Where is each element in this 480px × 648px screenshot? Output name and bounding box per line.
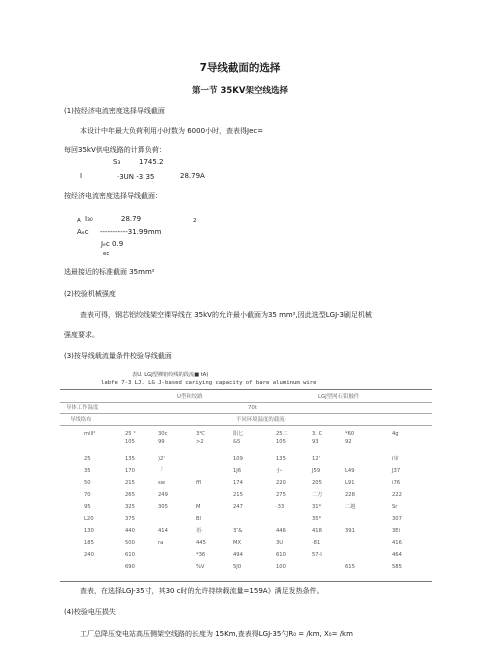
table-cell: 391 <box>345 528 355 534</box>
table-cell: 418 <box>312 528 322 534</box>
page-title: 7导线截面的选择 <box>199 62 281 74</box>
paragraph-3: 按经济电流密度选择导线截面： <box>64 192 162 200</box>
table-cell: 275 <box>276 492 286 498</box>
table-cell: 12' <box>312 456 321 462</box>
table-cell: 375 <box>125 516 135 522</box>
formula2-a-ec: Aₑc <box>77 228 89 236</box>
formula2-ec: ec <box>103 251 110 257</box>
table-cell: J59 <box>312 468 321 474</box>
table-cell: ·33 <box>276 504 285 510</box>
formula2-i-label: I₃₀ <box>85 215 93 223</box>
table-cell: 615 <box>345 564 355 570</box>
table-header-cell: 4g <box>392 431 399 437</box>
table-cell: 3″& <box>233 528 243 534</box>
table-cell: 31* <box>312 504 322 510</box>
formula2-a-sub: A <box>77 218 81 224</box>
table-rule-3 <box>60 425 432 426</box>
table-header-cell: 105 <box>125 439 135 445</box>
table-cell: 220 <box>276 480 286 486</box>
table-cell: 二方 <box>312 492 323 498</box>
table-cell: 1J6 <box>233 468 242 474</box>
paragraph-7: 查表，在选择LGJ-35寸，其30 c时的允许持续载流量=159A》满足发热条件。 <box>80 587 324 595</box>
table-cell: L49 <box>345 468 355 474</box>
table-cell: 95 <box>84 504 91 510</box>
table-cell: 500 <box>125 540 135 546</box>
table-header-cell: >2 <box>196 439 204 445</box>
table-cell: MX <box>233 540 242 546</box>
table-cell: 610 <box>276 552 286 558</box>
table-cell: *36 <box>196 552 206 558</box>
table-cell: 25 <box>84 456 91 462</box>
table-cell: 5J0 <box>233 564 242 570</box>
table-row-label-1: 导体工作温度 <box>66 405 99 411</box>
table-cell: )2' <box>158 456 165 462</box>
table-cell: 109 <box>233 456 243 462</box>
table-cell: 215 <box>233 492 243 498</box>
table-cell: 494 <box>233 552 243 558</box>
item-heading-3: (3)按导线载流量条件校验导线截面 <box>64 352 172 360</box>
table-rule-top <box>60 389 432 390</box>
table-group-left: U型和绞路 <box>177 394 203 400</box>
table-cell: 305 <box>158 504 168 510</box>
table-cell: 446 <box>276 528 286 534</box>
table-rule-2 <box>60 413 432 414</box>
table-cell: 445 <box>196 540 206 546</box>
table-cell: Bl <box>196 516 202 522</box>
table-cell: 215 <box>125 480 135 486</box>
section-heading: 第一节 35KV架空线选择 <box>192 86 288 96</box>
table-cell: i76 <box>392 480 401 486</box>
table-cell: 265 <box>125 492 135 498</box>
paragraph-8: 工厂总降压变电站高压侧架空线路的长度为 15Km,查表得LGJ-35勺R₀ = /km, X₀= /km <box>80 630 353 638</box>
table-cell: 语· <box>196 528 203 534</box>
table-header-cell: *60 <box>345 431 355 437</box>
table-header-cell: 30c <box>158 431 168 437</box>
table-cell: 70 <box>84 492 91 498</box>
table-cell: 「 <box>158 468 164 474</box>
item-heading-1: (1)按经济电流密度选择导线截面 <box>64 107 165 115</box>
table-group-right: LGJ型网石钼触件 <box>318 394 360 400</box>
table-cell: %V <box>196 564 205 570</box>
formula1-denominator: ·3UN -3 35 <box>117 173 155 181</box>
table-cell: 585 <box>392 564 402 570</box>
table-cell: 135 <box>276 456 286 462</box>
table-cell: i审 <box>392 456 399 462</box>
table-cell: 414 <box>158 528 168 534</box>
table-cell: 249 <box>158 492 168 498</box>
paragraph-5: 查表可得，钢芯铝绞线架空裸导线在 35kV的允许最小截面为35 mm²,因此选型LGJ-3刷足机械 <box>80 311 372 319</box>
paragraph-6: 强度要求。 <box>64 331 99 339</box>
table-header-cell: 25 ° <box>125 431 136 437</box>
table-cell: 170 <box>125 468 135 474</box>
table-cell: 174 <box>233 480 243 486</box>
table-cell: 307 <box>392 516 402 522</box>
table-cell: 325 <box>125 504 135 510</box>
table-row-label-2: 导线络布 <box>70 417 92 423</box>
table-cell: 222 <box>392 492 402 498</box>
table-cell: 小· <box>276 468 283 474</box>
table-temp: 70t <box>248 405 257 411</box>
table-cell: 228 <box>345 492 355 498</box>
paragraph-2: 每回35kV供电线路的计算负荷： <box>64 146 166 154</box>
table-cell: 185 <box>84 540 94 546</box>
table-cell: 440 <box>125 528 135 534</box>
table-cell: 464 <box>392 552 402 558</box>
table-cell: 135 <box>125 456 135 462</box>
table-cell: 100 <box>276 564 286 570</box>
table-cell: 247 <box>233 504 243 510</box>
table-cell: M <box>196 504 201 510</box>
table-env: 不同环境温度的载流· <box>236 417 287 423</box>
table-cell: J37 <box>392 468 401 474</box>
table-cell: 35 <box>84 468 91 474</box>
table-cell: 240 <box>84 552 94 558</box>
table-rule-1 <box>60 402 432 403</box>
formula2-dashes: -----------31.99mm <box>100 228 162 236</box>
formula2-numerator: 28.79 <box>121 215 142 223</box>
table-cell: 416 <box>392 540 402 546</box>
item-heading-4: (4)校验电压损失 <box>64 608 116 616</box>
formula1-s-label: S₃ <box>113 158 121 166</box>
table-header-cell: 25二 <box>276 431 288 437</box>
paragraph-1: 本设计中年最大负荷利用小时数为 6000小时，查表得Jec= <box>80 127 264 135</box>
table-cell: 3Ei <box>392 528 401 534</box>
table-cell: 50 <box>84 480 91 486</box>
table-cell: 二越 <box>345 504 356 510</box>
table-header-cell: &5 <box>233 439 241 445</box>
table-caption-cn: 表U. LGJ型裸铝绞线的段流■ tA) <box>132 372 209 378</box>
table-cell: sw <box>158 480 165 486</box>
table-caption-en: labfe 7-3 LJ. LG J-based cariying capacity of bare aluminum wire <box>101 380 317 386</box>
table-cell: ffl <box>196 480 202 486</box>
formula2-two: 2 <box>193 218 197 224</box>
table-cell: ·81 <box>312 540 321 546</box>
table-cell: 57·I <box>312 552 322 558</box>
table-cell: 3U <box>276 540 284 546</box>
table-cell: Sr <box>392 504 398 510</box>
table-header-cell: 3℃ <box>196 431 206 437</box>
formula1-s-value: 1745.2 <box>139 158 164 166</box>
item-heading-2: (2)校验机械强度 <box>64 290 116 298</box>
table-cell: 205 <box>312 480 322 486</box>
formula2-j-ec: Jₑc 0.9 <box>101 240 124 248</box>
paragraph-4: 选最接近的标准截面 35mm² <box>64 268 155 276</box>
table-cell: L91 <box>345 480 355 486</box>
table-cell: 130 <box>84 528 94 534</box>
table-cell: 35* <box>312 516 322 522</box>
table-header-cell: 105 <box>276 439 286 445</box>
table-cell: 610 <box>125 552 135 558</box>
table-header-cell: 92 <box>345 439 352 445</box>
table-header-cell: 阳匕 <box>233 431 244 437</box>
table-rule-bottom <box>60 581 432 582</box>
table-cell: 690 <box>125 564 135 570</box>
table-header-cell: 99 <box>158 439 165 445</box>
table-header-cell: 93 <box>312 439 319 445</box>
formula1-result: 28.79A <box>180 172 205 180</box>
formula1-i-label: I <box>80 172 83 180</box>
table-cell: ra <box>158 540 164 546</box>
table-cell: L20 <box>84 516 94 522</box>
table-header-cell: 3. C <box>312 431 323 437</box>
table-header-cell: mill² <box>84 431 96 437</box>
